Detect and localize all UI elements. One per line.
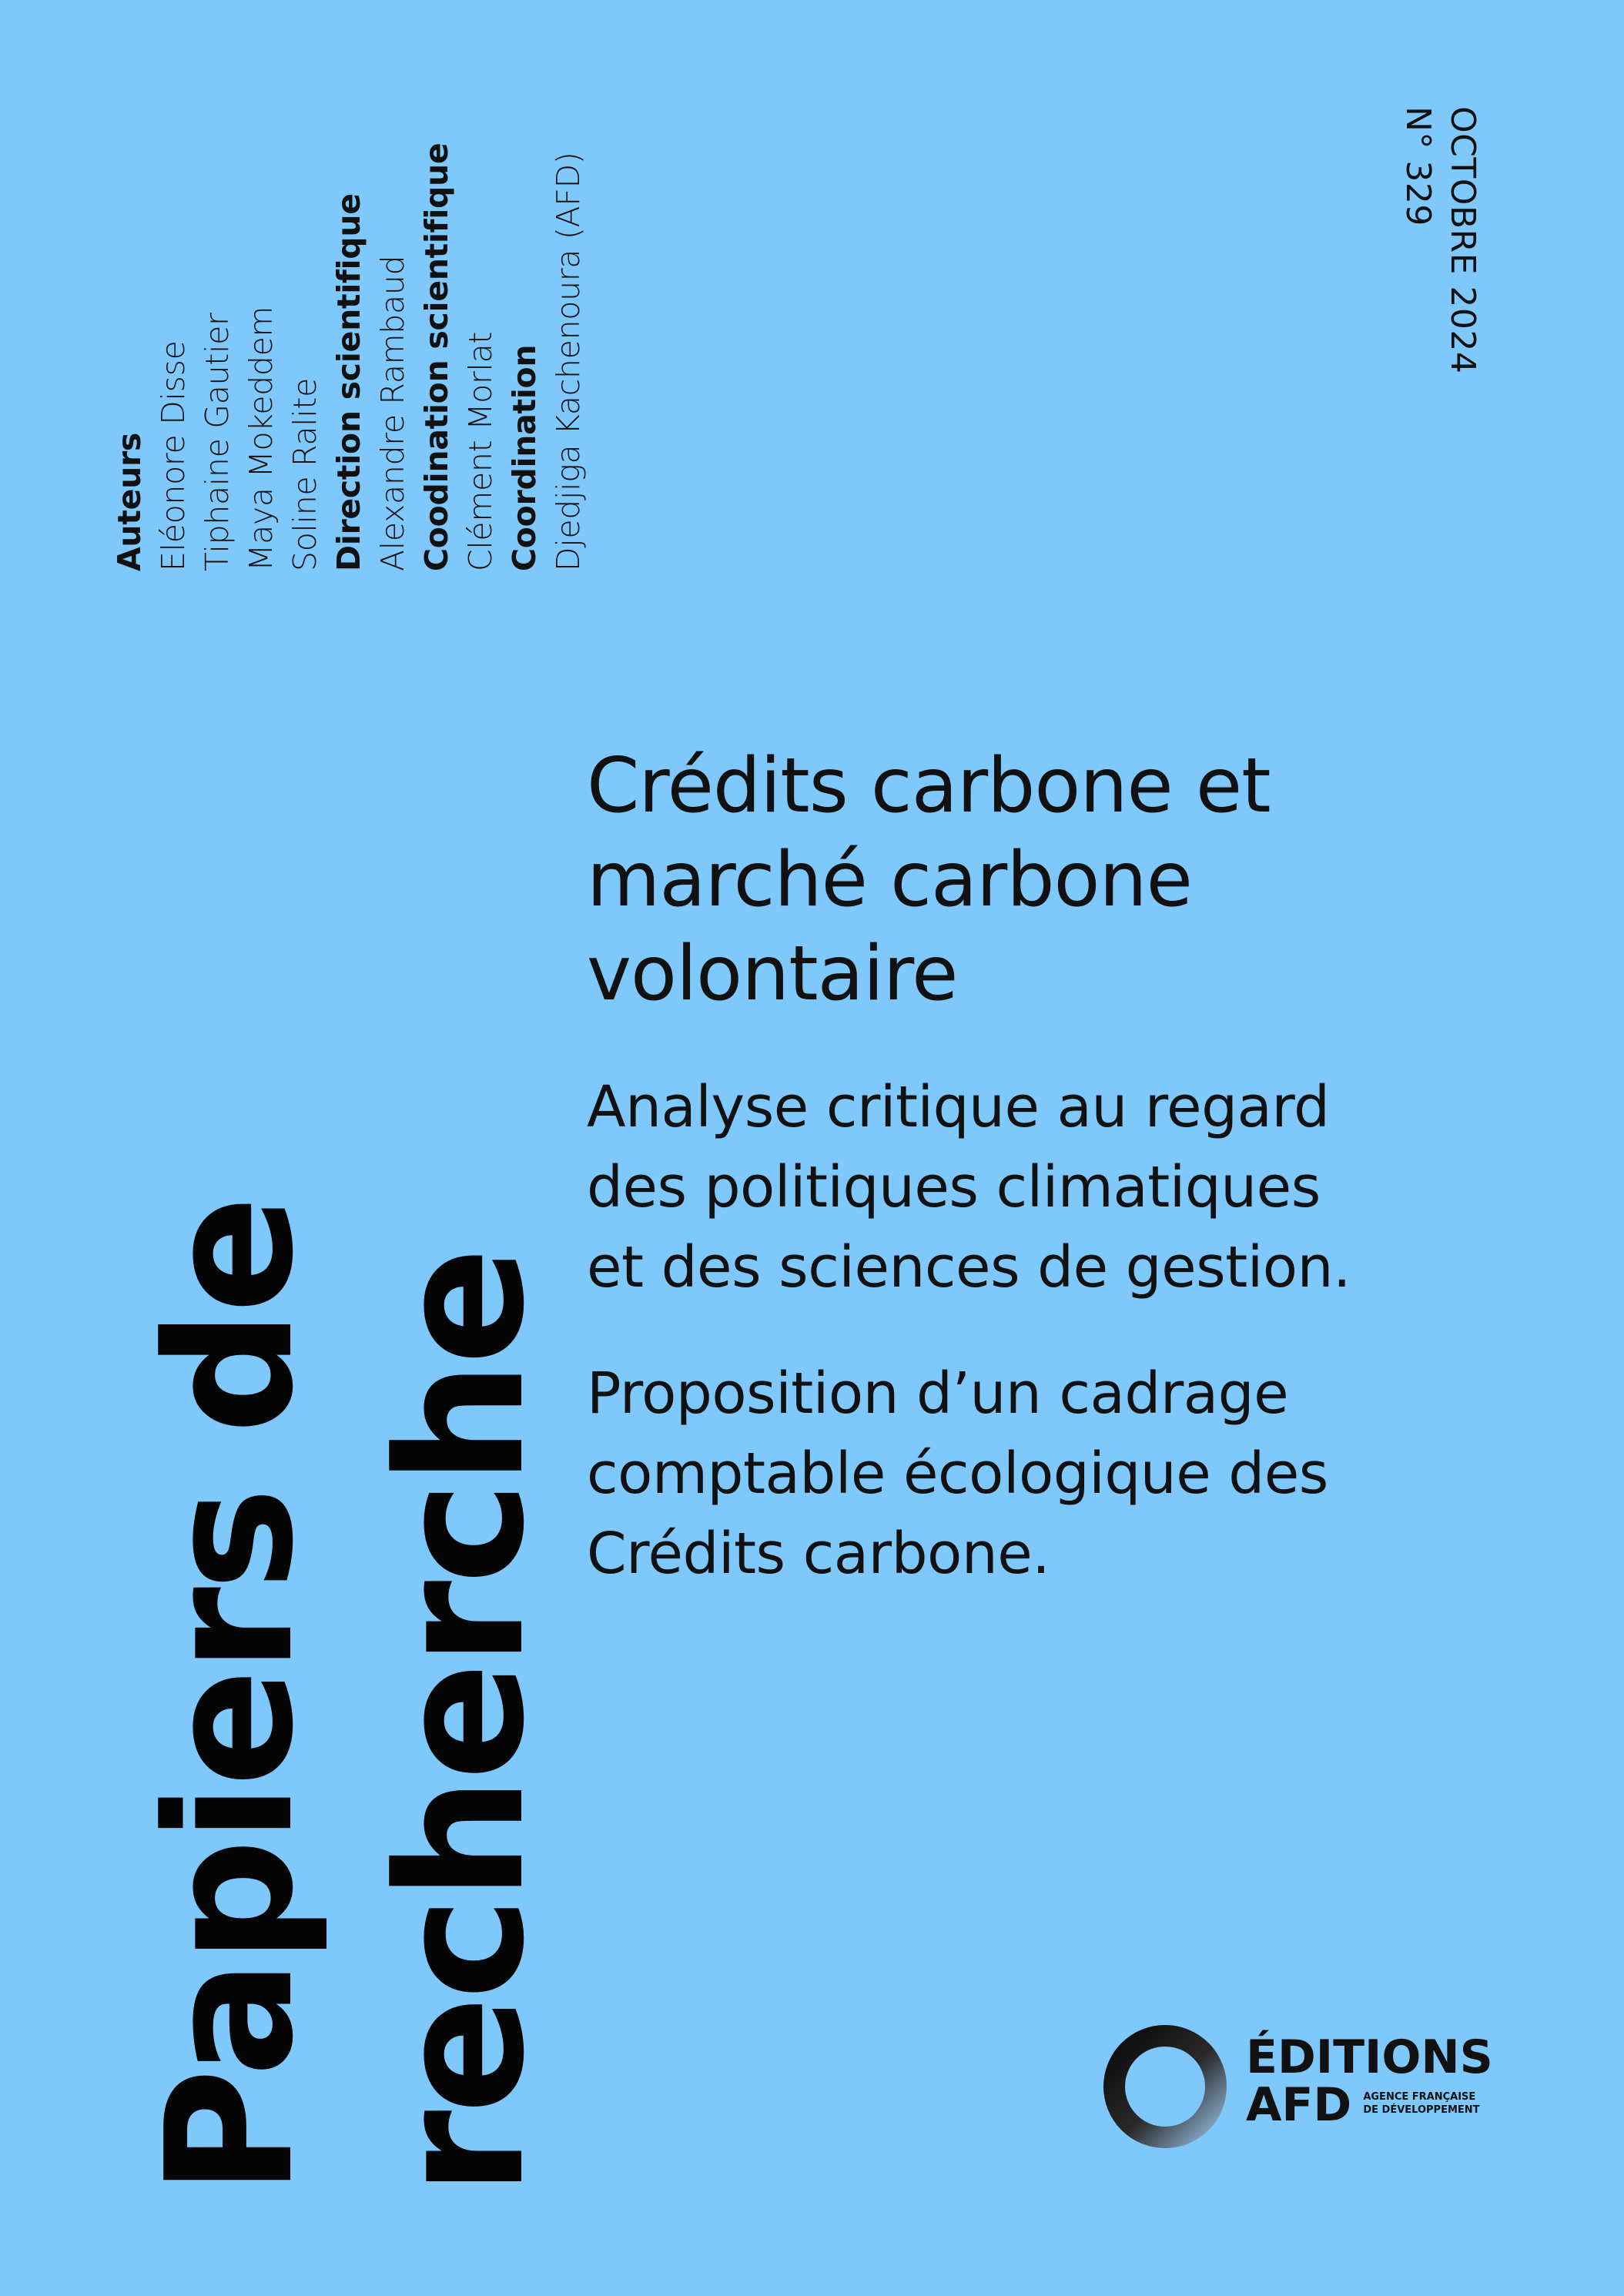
publisher-logo — [1100, 2021, 1493, 2152]
author-name: Soline Ralite — [286, 377, 323, 571]
series-title — [116, 1200, 578, 2196]
logo-wordmark — [1246, 2030, 1493, 2132]
issue-info — [1395, 106, 1485, 373]
coordination-heading: Coordination — [506, 344, 543, 571]
subtitle-line: Analyse critique au regard — [587, 1074, 1330, 1140]
coordination-sci-name: Clément Morlat — [462, 331, 499, 571]
subtitle-analysis — [587, 1067, 1549, 1307]
subtitle-line: des politiques climatiques — [587, 1154, 1321, 1220]
subtitle-line: comptable écologique des — [587, 1441, 1328, 1507]
subtitle-line: et des sciences de gestion. — [587, 1234, 1351, 1300]
author-name: Tiphaine Gautier — [199, 313, 236, 571]
credits-block — [108, 79, 591, 571]
title-line: Crédits carbone et — [587, 742, 1271, 830]
direction-heading: Direction scientifique — [330, 193, 367, 571]
issue-date: OCTOBRE 2024 — [1443, 106, 1482, 374]
authors-heading: Auteurs — [111, 432, 148, 571]
logo-afd: AFD — [1246, 2078, 1352, 2132]
coordination-name: Djedjiga Kachenoura (AFD) — [550, 152, 587, 571]
logo-editions: ÉDITIONS — [1246, 2030, 1493, 2084]
logo-agency — [1363, 2090, 1479, 2117]
document-title — [587, 739, 1549, 1021]
coordination-sci-heading: Coodination scientifique — [418, 142, 455, 571]
ring-logo-icon — [1100, 2021, 1231, 2152]
subtitle-line: Proposition d’un cadrage — [587, 1361, 1289, 1427]
subtitle-line: Crédits carbone. — [587, 1521, 1050, 1587]
series-title-line: Papiers de — [129, 1199, 332, 2196]
main-text — [587, 739, 1549, 1640]
subtitle-proposal — [587, 1354, 1549, 1594]
logo-agency-line: DE DÉVELOPPEMENT — [1363, 2104, 1480, 2116]
direction-name: Alexandre Rambaud — [374, 255, 411, 571]
issue-number: N° 329 — [1398, 106, 1438, 226]
author-name: Maya Mokeddem — [243, 306, 280, 571]
logo-agency-line: AGENCE FRANÇAISE — [1363, 2091, 1476, 2103]
series-title-line: recherche — [360, 1250, 563, 2196]
title-line: marché carbone — [587, 836, 1192, 924]
title-line: volontaire — [587, 930, 958, 1018]
author-name: Eléonore Disse — [155, 340, 192, 571]
